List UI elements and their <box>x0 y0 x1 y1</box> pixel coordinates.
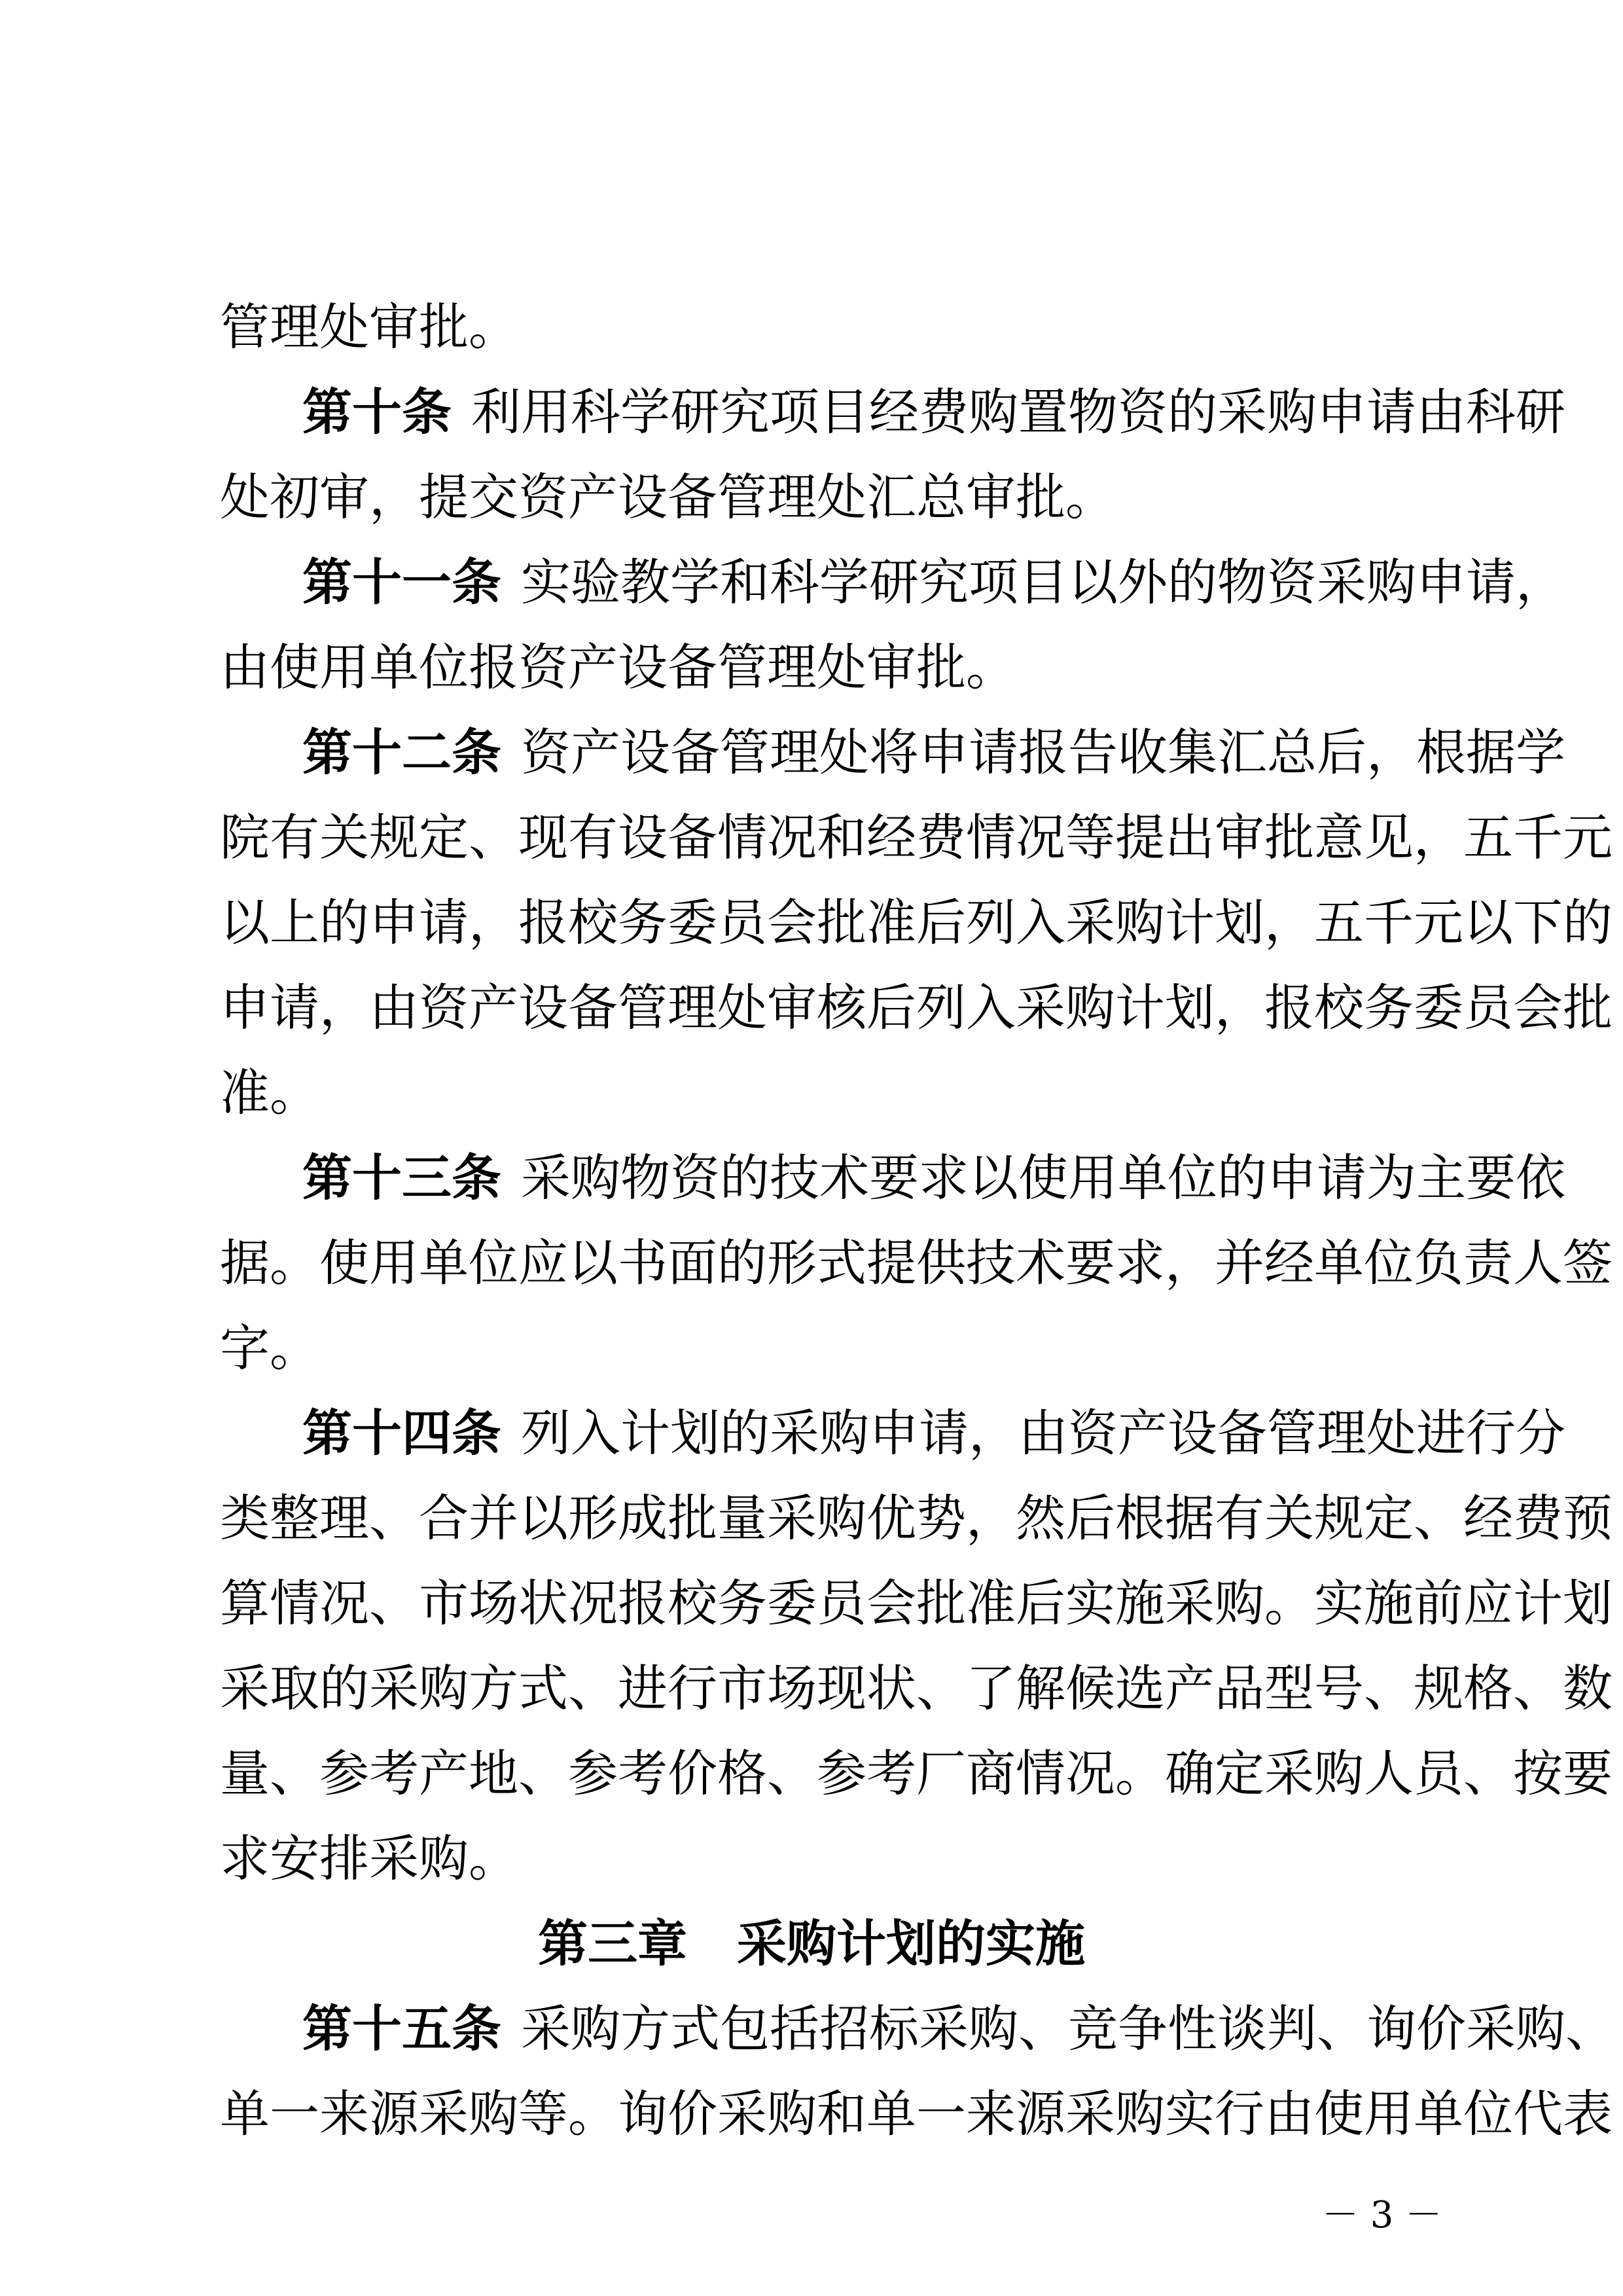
article-15-line-2: 单一来源采购等。询价采购和单一来源采购实行由使用单位代表 <box>220 2085 1613 2143</box>
article-12-line-1 <box>302 721 1565 784</box>
article-12-label: 第十二条 <box>302 723 501 781</box>
article-13-text-1: 采购物资的技术要求以使用单位的申请为主要依 <box>521 1149 1565 1207</box>
article-13-line-2: 据。使用单位应以书面的形式提供技术要求，并经单位负责人签 <box>220 1234 1613 1292</box>
article-13-label: 第十三条 <box>302 1149 501 1207</box>
article-12-line-5: 准。 <box>220 1064 319 1122</box>
article-11-label: 第十一条 <box>302 553 501 611</box>
article-10-text-1: 利用科学研究项目经费购置物资的采购申请由科研 <box>471 383 1565 441</box>
article-12-text-1: 资产设备管理处将申请报告收集汇总后，根据学 <box>521 723 1565 781</box>
page-number: － 3 － <box>1322 2194 1442 2236</box>
article-12-line-3: 以上的申请，报校务委员会批准后列入采购计划，五千元以下的 <box>220 893 1613 952</box>
article-14-label: 第十四条 <box>302 1404 501 1462</box>
article-10-label: 第十条 <box>302 383 452 441</box>
article-15-line-1 <box>302 1998 1615 2060</box>
article-10-line-2: 处初审，提交资产设备管理处汇总审批。 <box>220 468 1115 526</box>
article-14-line-5: 量、参考产地、参考价格、参考厂商情况。确定采购人员、按要 <box>220 1744 1613 1803</box>
chapter-3-heading: 第三章 采购计划的实施 <box>538 1914 1085 1973</box>
article-14-line-3: 算情况、市场状况报校务委员会批准后实施采购。实施前应计划 <box>220 1574 1613 1632</box>
article-14-line-2: 类整理、合并以形成批量采购优势，然后根据有关规定、经费预 <box>220 1489 1613 1547</box>
article-14-line-6: 求安排采购。 <box>220 1829 518 1888</box>
article-11-text-1: 实验教学和科学研究项目以外的物资采购申请， <box>521 553 1565 611</box>
article-13-line-1 <box>302 1147 1565 1210</box>
article-14-line-4: 采取的采购方式、进行市场现状、了解候选产品型号、规格、数 <box>220 1659 1613 1717</box>
article-15-text-1: 采购方式包括招标采购、竞争性谈判、询价采购、 <box>521 2000 1615 2058</box>
article-14-text-1: 列入计划的采购申请，由资产设备管理处进行分 <box>521 1404 1565 1462</box>
article-14-line-1 <box>302 1402 1565 1465</box>
article-12-line-2: 院有关规定、现有设备情况和经费情况等提出审批意见，五千元 <box>220 808 1613 867</box>
continuation-text: 管理处审批。 <box>220 298 518 356</box>
article-12-line-4: 申请，由资产设备管理处审核后列入采购计划，报校务委员会批 <box>220 978 1613 1037</box>
article-15-label: 第十五条 <box>302 2000 501 2058</box>
article-13-line-3: 字。 <box>220 1319 319 1377</box>
article-10-line-1 <box>302 381 1565 444</box>
article-11-line-1 <box>302 551 1565 614</box>
article-11-line-2: 由使用单位报资产设备管理处审批。 <box>220 638 1016 696</box>
